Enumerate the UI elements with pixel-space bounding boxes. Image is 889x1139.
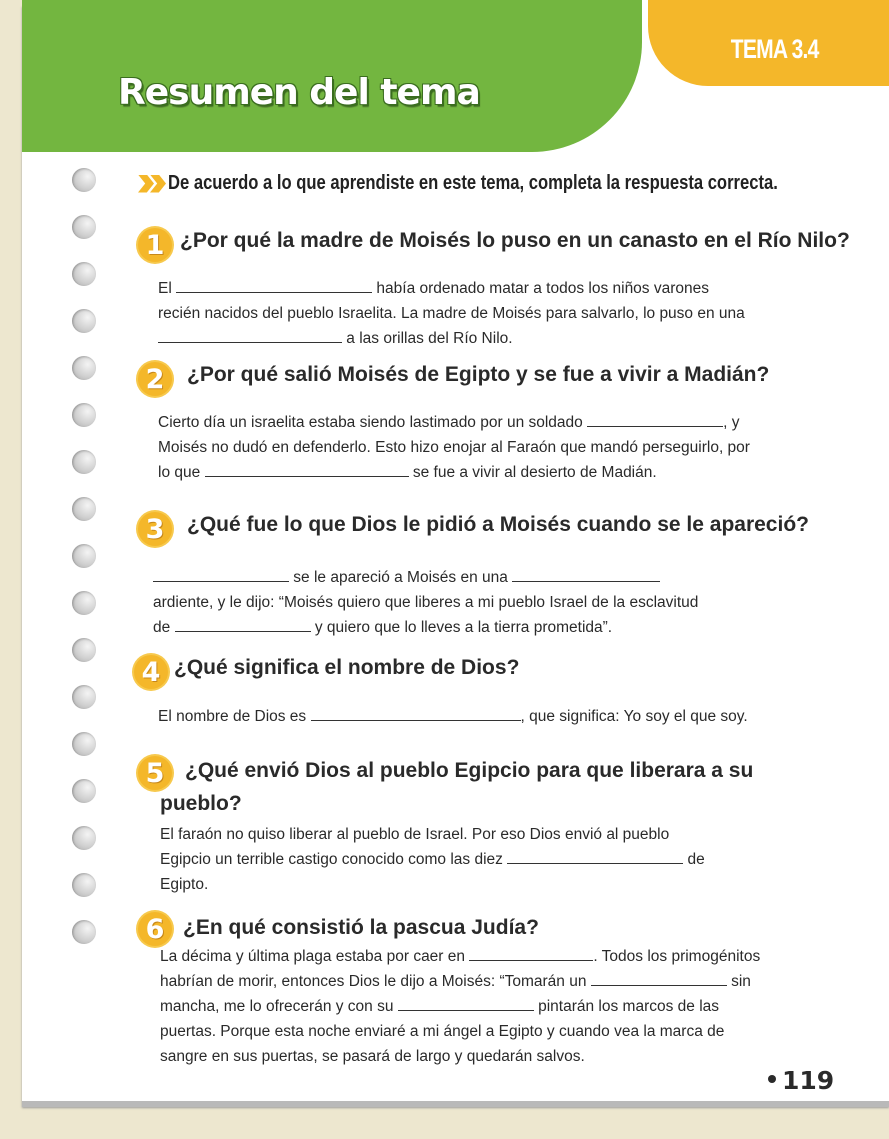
binding-hole xyxy=(72,356,96,380)
question-number-6: 6 xyxy=(138,912,172,946)
question-5-title-line2: pueblo? xyxy=(160,792,242,815)
instruction-row xyxy=(138,172,889,195)
question-5-title: ¿Qué envió Dios al pueblo Egipcio para que liberara a su xyxy=(185,759,754,782)
question-number-4: 4 xyxy=(134,655,168,689)
question-6-answer: La décima y última plaga estaba por caer en . Todos los primogénitos habrían de morir, entonces Dios le dijo a Moisés: “Tomarán un sin mancha, me lo ofrecerán y con su pintarán los marcos de las puertas. Porque esta noche enviaré a mi ángel a Egipto y cuando vea la marca de sangre en sus puertas, se pasará de largo y quedarán salvos. xyxy=(160,948,761,1065)
binding-hole xyxy=(72,638,96,662)
instruction-text: De acuerdo a lo que aprendiste en este tema, completa la respuesta correcta. xyxy=(168,172,778,194)
question-4-title: ¿Qué significa el nombre de Dios? xyxy=(174,656,520,679)
question-number-3: 3 xyxy=(138,512,172,546)
binding-hole xyxy=(72,873,96,897)
binding-hole xyxy=(72,685,96,709)
binding-hole xyxy=(72,779,96,803)
question-2-answer: Cierto día un israelita estaba siendo lastimado por un soldado , y Moisés no dudó en defenderlo. Esto hizo enojar al Faraón que mandó perseguirlo, por lo que se fue a vivir al desierto de Madián. xyxy=(158,414,750,481)
binding-hole xyxy=(72,544,96,568)
question-number-1: 1 xyxy=(138,228,172,262)
answer-blank[interactable] xyxy=(587,412,723,427)
question-4-answer: El nombre de Dios es , que significa: Yo soy el que soy. xyxy=(158,708,748,725)
question-3-title: ¿Qué fue lo que Dios le pidió a Moisés cuando se le apareció? xyxy=(187,513,809,536)
page-title: Resumen del tema xyxy=(118,72,480,113)
question-5-answer: El faraón no quiso liberar al pueblo de Israel. Por eso Dios envió al pueblo Egipcio un terrible castigo conocido como las diez de Egipto. xyxy=(160,826,705,893)
binding-hole xyxy=(72,309,96,333)
question-number-2: 2 xyxy=(138,362,172,396)
answer-blank[interactable] xyxy=(469,946,593,961)
answer-blank[interactable] xyxy=(507,849,683,864)
binding-hole xyxy=(72,920,96,944)
topic-label: TEMA 3.4 xyxy=(731,34,819,64)
answer-blank[interactable] xyxy=(591,971,727,986)
binding-hole xyxy=(72,826,96,850)
answer-blank[interactable] xyxy=(311,706,521,721)
binding-hole xyxy=(72,403,96,427)
answer-blank[interactable] xyxy=(205,462,409,477)
binding-hole xyxy=(72,732,96,756)
question-1-title: ¿Por qué la madre de Moisés lo puso en un canasto en el Río Nilo? xyxy=(180,229,850,252)
binding-hole xyxy=(72,215,96,239)
topic-tab xyxy=(648,0,889,86)
question-1-answer: El había ordenado matar a todos los niños varones recién nacidos del pueblo Israelita. La madre de Moisés para salvarlo, lo puso en una a las orillas del Río Nilo. xyxy=(158,280,745,347)
bullet-icon xyxy=(768,1075,776,1083)
answer-blank[interactable] xyxy=(175,617,311,632)
answer-blank[interactable] xyxy=(158,328,342,343)
binding-hole xyxy=(72,168,96,192)
question-6-title: ¿En qué consistió la pascua Judía? xyxy=(183,916,539,939)
question-2-title: ¿Por qué salió Moisés de Egipto y se fue a vivir a Madián? xyxy=(187,363,770,386)
answer-blank[interactable] xyxy=(512,567,660,582)
double-arrow-icon xyxy=(138,175,162,193)
answer-blank[interactable] xyxy=(398,996,534,1011)
question-number-5: 5 xyxy=(138,756,172,790)
question-3-answer: se le apareció a Moisés en una ardiente, y le dijo: “Moisés quiero que liberes a mi pueblo Israel de la esclavitud de y quiero que lo lleves a la tierra prometida”. xyxy=(153,569,699,636)
binding-hole xyxy=(72,262,96,286)
binding-hole xyxy=(72,497,96,521)
answer-blank[interactable] xyxy=(153,567,289,582)
binding-hole xyxy=(72,591,96,615)
answer-blank[interactable] xyxy=(176,278,372,293)
page-number: 119 xyxy=(768,1066,834,1095)
binding-hole xyxy=(72,450,96,474)
